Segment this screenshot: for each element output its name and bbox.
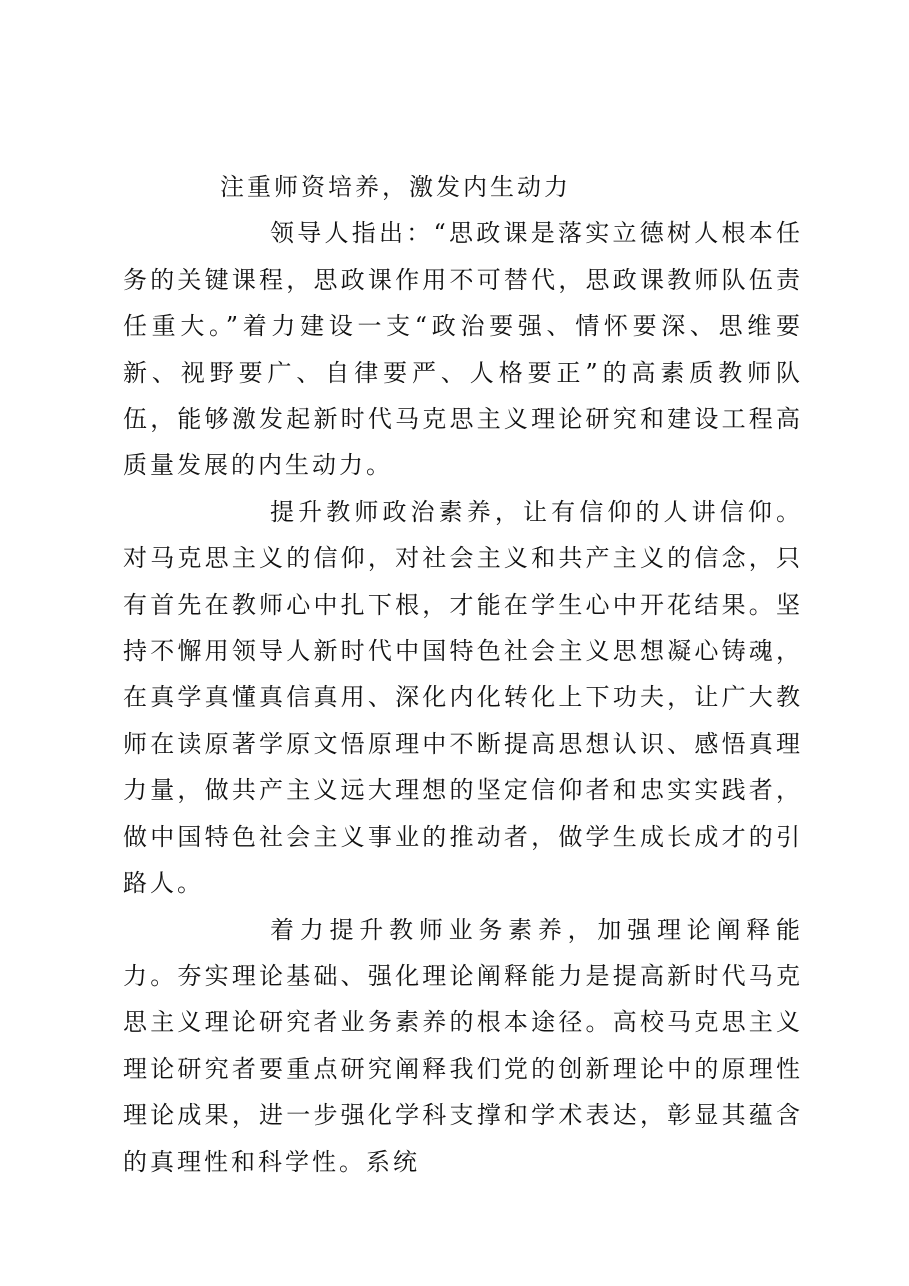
- document-body: [123, 164, 803, 1185]
- paragraph-political-literacy: 提升教师政治素养，让有信仰的人讲信仰。对马克思主义的信仰，对社会主义和共产主义的信念，只有首先在教师心中扎下根，才能在学生心中开花结果。坚持不懈用领导人新时代中国特色社会主义思想凝心铸魂，在真学真懂真信真用、深化内化转化上下功夫，让广大教师在读原著学原文悟原理中不断提高思想认识、感悟真理力量，做共产主义远大理想的坚定信仰者和忠实实践者，做中国特色社会主义事业的推动者，做学生成长成才的引路人。: [123, 497, 803, 898]
- section-heading: 注重师资培养，激发内生动力: [220, 173, 571, 201]
- paragraph-professional-literacy: 着力提升教师业务素养，加强理论阐释能力。夯实理论基础、强化理论阐释能力是提高新时代马克思主义理论研究者业务素养的根本途径。高校马克思主义理论研究者要重点研究阐释我们党的创新理论中的原理性理论成果，进一步强化学科支撑和学术表达，彰显其蕴含的真理性和科学性。系统: [123, 915, 803, 1176]
- paragraph-leader-quote: 领导人指出：“思政课是落实立德树人根本任务的关键课程，思政课作用不可替代，思政课教师队伍责任重大。”着力建设一支“政治要强、情怀要深、思维要新、视野要广、自律要严、人格要正”的高素质教师队伍，能够激发起新时代马克思主义理论研究和建设工程高质量发展的内生动力。: [123, 219, 803, 480]
